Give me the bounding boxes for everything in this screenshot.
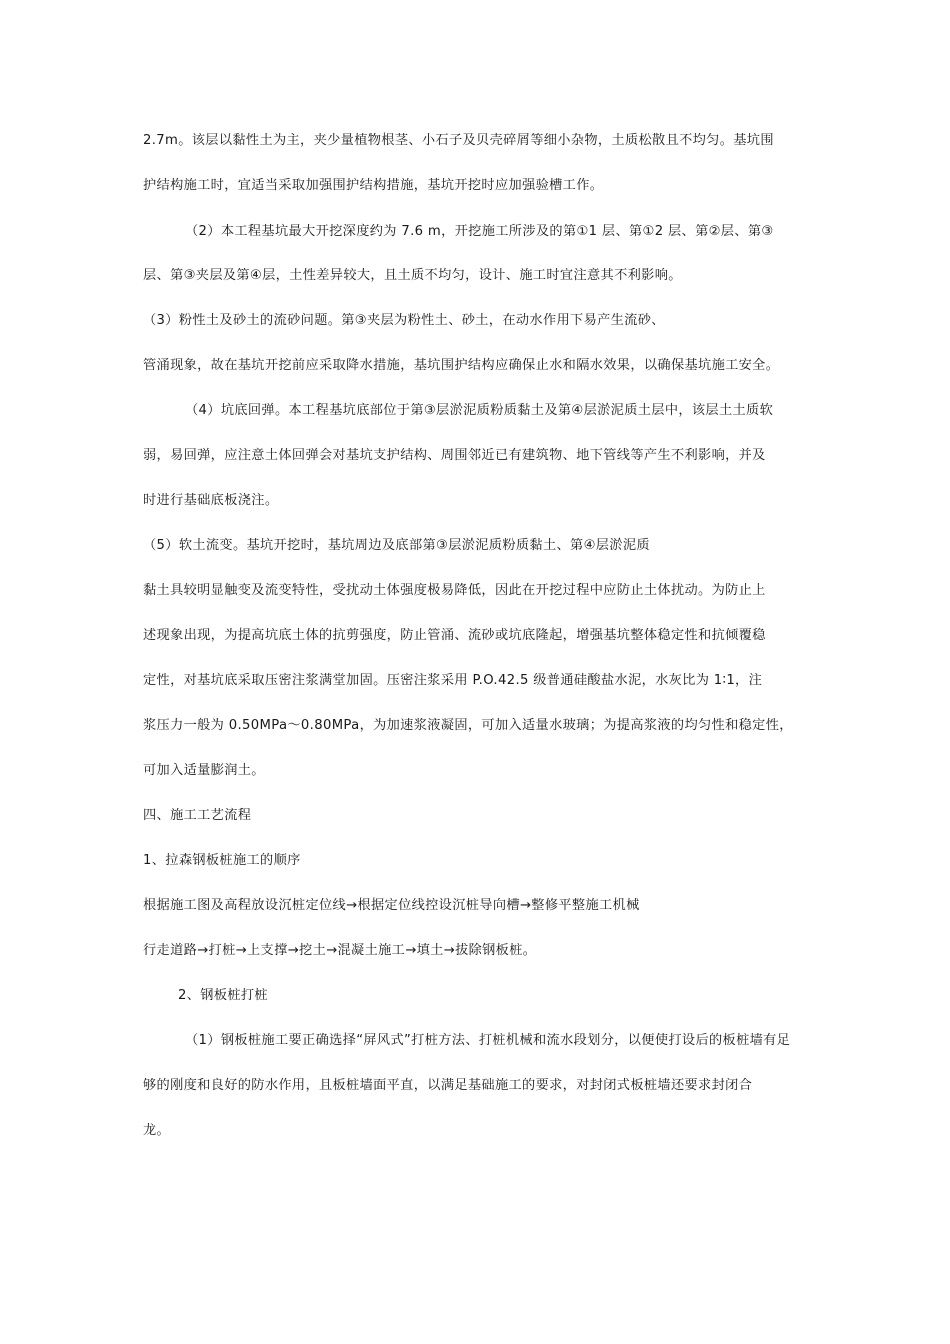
text-line: （4）坑底回弹。本工程基坑底部位于第③层淤泥质粉质黏土及第④层淤泥质土层中，该层土土质软 (185, 403, 774, 418)
text-line: （1）钢板桩施工要正确选择“屏风式”打桩方法、打桩机械和流水段划分，以便使打设后的板桩墙有足 (185, 1033, 791, 1048)
subsection-heading: 2、钢板桩打桩 (178, 988, 268, 1003)
text-line: （2）本工程基坑最大开挖深度约为 7.6 m，开挖施工所涉及的第①1 层、第①2 层、第②层、第③ (185, 224, 774, 239)
section-heading: 四、施工工艺流程 (143, 808, 252, 823)
text-line: 够的刚度和良好的防水作用，且板桩墙面平直，以满足基础施工的要求，对封闭式板桩墙还要求封闭合 (143, 1078, 753, 1093)
text-line: 龙。 (143, 1123, 171, 1138)
text-line: 浆压力一般为 0.50MPa～0.80MPa，为加速浆液凝固，可加入适量水玻璃；为提高浆液的均匀性和稳定性， (143, 718, 793, 733)
text-line: （5）软土流变。基坑开挖时，基坑周边及底部第③层淤泥质粉质黏土、第④层淤泥质 (143, 538, 650, 553)
text-line: 管涌现象，故在基坑开挖前应采取降水措施，基坑围护结构应确保止水和隔水效果，以确保基坑施工安全。 (143, 358, 780, 373)
text-line: 根据施工图及高程放设沉桩定位线→根据定位线控设沉桩导向槽→整修平整施工机械 (143, 898, 640, 913)
text-line: 行走道路→打桩→上支撑→挖土→混凝土施工→填土→拔除钢板桩。 (143, 943, 537, 958)
text-line: 层、第③夹层及第④层，土性差异较大，且土质不均匀，设计、施工时宜注意其不利影响。 (143, 268, 682, 283)
text-line: 时进行基础底板浇注。 (143, 493, 279, 508)
text-line: 可加入适量膨润土。 (143, 763, 265, 778)
subsection-heading: 1、拉森钢板桩施工的顺序 (143, 853, 301, 868)
text-line: 弱，易回弹，应注意土体回弹会对基坑支护结构、周围邻近已有建筑物、地下管线等产生不利影响，并及 (143, 448, 766, 463)
text-line: （3）粉性土及砂土的流砂问题。第③夹层为粉性土、砂土，在动水作用下易产生流砂、 (143, 313, 665, 328)
text-line: 2.7m。该层以黏性土为主，夹少量植物根茎、小石子及贝壳碎屑等细小杂物，土质松散且不均匀。基坑围 (143, 133, 774, 148)
text-line: 述现象出现，为提高坑底土体的抗剪强度，防止管涌、流砂或坑底隆起，增强基坑整体稳定性和抗倾覆稳 (143, 628, 766, 643)
text-line: 护结构施工时，宜适当采取加强围护结构措施，基坑开挖时应加强验槽工作。 (143, 178, 604, 193)
text-line: 定性，对基坑底采取压密注浆满堂加固。压密注浆采用 P.O.42.5 级普通硅酸盐水泥，水灰比为 1∶1，注 (143, 673, 763, 688)
text-line: 黏土具较明显触变及流变特性，受扰动土体强度极易降低，因此在开挖过程中应防止土体扰动。为防止上 (143, 583, 766, 598)
